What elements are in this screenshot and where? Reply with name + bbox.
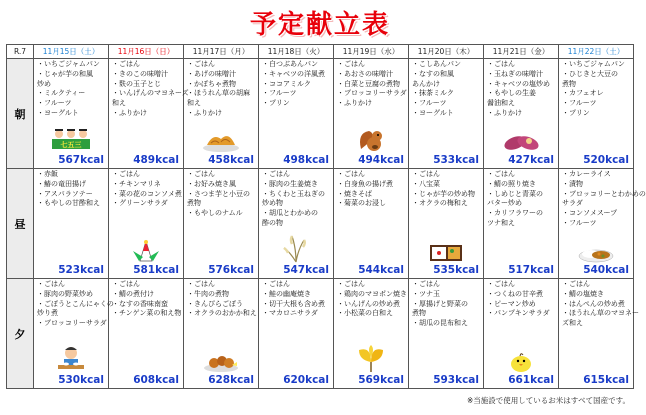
menu-items [259, 279, 333, 319]
calorie-value: 661kcal [508, 374, 554, 386]
menu-item: ・菜の花のコンソメ煮 [112, 189, 182, 198]
menu-cell [334, 279, 409, 389]
calorie-value: 523kcal [58, 264, 104, 276]
menu-item: ・ごはん [187, 60, 215, 68]
menu-items [559, 169, 646, 229]
menu-item: 炒め物 [262, 199, 283, 208]
menu-item: ・プリン [262, 99, 290, 108]
calorie-value: 576kcal [208, 264, 254, 276]
menu-item: 和え [187, 99, 201, 108]
menu-item: ・ピーマン炒め [487, 299, 536, 308]
shichigosan-illustration [50, 127, 92, 157]
menu-item: ・ヨーグルト [412, 108, 454, 117]
menu-cell [409, 59, 484, 169]
menu-table [6, 44, 646, 389]
day-header: 11月16日（日） [109, 45, 184, 59]
day-header: 11月18日（火） [259, 45, 334, 59]
menu-cell [34, 169, 109, 279]
menu-item: ・じゃが芋の炒め物 [412, 189, 475, 198]
sweetpotato-illustration [501, 129, 541, 157]
header-row [7, 45, 634, 59]
menu-item: ・キャベツの洋風煮 [262, 69, 325, 78]
meal-row [7, 169, 634, 279]
menu-items [34, 279, 114, 329]
calorie-value: 593kcal [433, 374, 479, 386]
menu-item: ・ふりかけ [337, 99, 372, 108]
page-title: 予定献立表 [249, 10, 390, 40]
menu-item: ・カレーライス [562, 170, 611, 178]
menu-item: ・ブロッコリーとわかめの [562, 189, 646, 198]
calorie-value: 608kcal [133, 374, 179, 386]
day-header: 11月17日（月） [184, 45, 259, 59]
menu-item: ・きのこの味噌汁 [112, 69, 168, 78]
calorie-value: 458kcal [208, 154, 254, 166]
menu-item: ・豚肉の生姜焼き [262, 179, 318, 188]
menu-cell [559, 169, 646, 279]
menu-cell [259, 279, 334, 389]
day-header: 11月19日（水） [334, 45, 409, 59]
calorie-value: 581kcal [133, 264, 179, 276]
menu-item: ・胡瓜の昆布和え [412, 319, 468, 328]
menu-items [34, 169, 108, 209]
calorie-value: 520kcal [583, 154, 629, 166]
menu-cell [109, 169, 184, 279]
menu-cell [259, 59, 334, 169]
menu-item: ・オクラのおかか和え [187, 309, 257, 318]
menu-item: ・ごはん [262, 280, 290, 288]
menu-item: ・ココアミルク [262, 79, 311, 88]
menu-cell [484, 279, 559, 389]
menu-item: ・しめじと青菜の [487, 189, 543, 198]
menu-item: ・フルーツ [562, 99, 597, 108]
menu-item: ・フルーツ [262, 89, 297, 98]
susuki-illustration [281, 233, 311, 267]
calorie-value: 628kcal [208, 374, 254, 386]
menu-item: ・ごはん [337, 170, 365, 178]
calorie-value: 569kcal [358, 374, 404, 386]
menu-item: ・もやしのナムル [187, 209, 243, 218]
menu-items [484, 59, 558, 119]
meal-label: 夕 [7, 279, 34, 389]
menu-items [409, 279, 483, 329]
obento-illustration [428, 239, 464, 267]
menu-item: 酢の物 [262, 218, 283, 227]
menu-item: ・ごはん [262, 170, 290, 178]
menu-cell [184, 279, 259, 389]
calorie-value: 494kcal [358, 154, 404, 166]
chick-illustration [506, 349, 536, 377]
menu-item: ・かぼちゃ煮物 [187, 79, 236, 88]
menu-item: ・つくねの甘辛煮 [487, 289, 543, 298]
menu-cell [184, 169, 259, 279]
menu-item: サラダ [562, 199, 583, 208]
menu-item: ・ごはん [337, 60, 365, 68]
menu-items [484, 169, 558, 229]
menu-item: ・胡瓜とわかめの [262, 209, 318, 218]
menu-item: 和え [112, 99, 126, 108]
menu-item: ・玉ねぎの味噌汁 [487, 69, 543, 78]
menu-item: ・ごはん [337, 280, 365, 288]
menu-cell [409, 279, 484, 389]
menu-item: ・ごはん [187, 170, 215, 178]
menu-item: 煮物 [412, 309, 426, 318]
calorie-value: 547kcal [283, 264, 329, 276]
eating-illustration [54, 345, 88, 377]
menu-items [559, 59, 633, 119]
menu-cell [559, 59, 634, 169]
menu-item: ・フルーツ [37, 99, 72, 108]
menu-items [184, 169, 258, 219]
menu-item: ・白菜と豆腐の煮物 [337, 79, 400, 88]
menu-item: ・こしあんパン [412, 60, 461, 68]
menu-item: ・チキンマリネ [112, 179, 161, 188]
menu-cell [409, 169, 484, 279]
menu-item: ・鯖の煮付け [112, 289, 154, 298]
menu-item: ・お好み焼き風 [187, 179, 236, 188]
menu-cell [484, 169, 559, 279]
menu-item: ・いんげんの炒め煮 [337, 299, 400, 308]
menu-item: ・カリフラワーの [487, 209, 543, 218]
menu-cell [34, 279, 114, 389]
menu-item: ・いちごジャムパン [37, 60, 100, 68]
menu-item: ・切干大根も含め煮 [262, 299, 325, 308]
menu-cell [259, 169, 334, 279]
menu-items [109, 279, 183, 319]
menu-item: ・チンゲン菜の和え物 [112, 309, 182, 318]
menu-item: ・もやしの甘酢和え [37, 199, 100, 208]
menu-item: 煮物 [562, 79, 576, 88]
menu-item: ・焼きそば [337, 189, 372, 198]
menu-items [334, 279, 408, 319]
menu-item: ・牛肉の煮物 [187, 289, 229, 298]
menu-item: ・ごはん [487, 280, 515, 288]
menu-item: ・鯖の照り焼き [487, 179, 536, 188]
menu-item: ・もやしの生姜 [487, 89, 536, 98]
menu-item: ・赤飯 [37, 170, 58, 178]
calorie-value: 620kcal [283, 374, 329, 386]
menu-items [259, 169, 333, 229]
menu-item: ・フルーツ [562, 218, 597, 227]
menu-item: ・カフェオレ [562, 89, 604, 98]
menu-item: ・あおさの味噌汁 [337, 69, 393, 78]
menu-item: ・ミルクティー [37, 89, 86, 98]
menu-item: ・はんぺんの炒め煮 [562, 299, 625, 308]
menu-item: ・キャベツの塩炒め [487, 79, 550, 88]
candy-illustration [129, 239, 163, 267]
menu-item: ・ごぼうとこんにゃくの [37, 299, 114, 308]
menu-item: ・白つぶあんパン [262, 60, 318, 68]
menu-item: ・ごはん [562, 280, 590, 288]
menu-cell [484, 59, 559, 169]
menu-items [409, 169, 483, 209]
menu-item: ・ごはん [37, 280, 65, 288]
menu-item: ・麩の玉子とじ [112, 79, 161, 88]
menu-item: 醤油和え [487, 99, 515, 108]
calorie-value: 530kcal [58, 374, 104, 386]
menu-items [184, 59, 258, 119]
menu-item: ・白身魚の揚げ煮 [337, 179, 393, 188]
menu-item: ・ごはん [412, 170, 440, 178]
menu-cell [559, 279, 639, 389]
menu-item: ・ふりかけ [187, 108, 222, 117]
menu-item: ・フルーツ [412, 99, 447, 108]
menu-item: ・ごはん [187, 280, 215, 288]
menu-item: ・コンソメスープ [562, 209, 618, 218]
menu-item: バター炒め [487, 199, 522, 208]
menu-item: ・ブロッコリーサラダ [37, 319, 107, 328]
menu-item: ・ごはん [112, 170, 140, 178]
svg-text:七五三: 七五三 [60, 141, 82, 149]
menu-item: ズ和え [562, 319, 583, 328]
menu-items [334, 59, 408, 109]
menu-item: ・きんぴらごぼう [187, 299, 243, 308]
menu-cell [334, 169, 409, 279]
menu-item: あんかけ [412, 79, 440, 88]
calorie-value: 489kcal [133, 154, 179, 166]
menu-item: ・菊菜のお浸し [337, 199, 386, 208]
menu-item: ・あげの味噌汁 [187, 69, 236, 78]
menu-item: ・鮭の幽庵焼き [262, 289, 311, 298]
meal-label: 朝 [7, 59, 34, 169]
calorie-value: 498kcal [283, 154, 329, 166]
menu-item: ・じゃが芋の和風 [37, 69, 93, 78]
menu-item: ・ごはん [112, 280, 140, 288]
menu-item: ・八宝菜 [412, 179, 440, 188]
day-header: 11月15日（土） [34, 45, 109, 59]
menu-item: ・抹茶ミルク [412, 89, 454, 98]
meal-label: 昼 [7, 169, 34, 279]
menu-item: ツナ和え [487, 218, 515, 227]
menu-item: ・ごはん [487, 170, 515, 178]
menu-item: ・いちごジャムパン [562, 60, 625, 68]
menu-item: ・ほうれん草のマヨネー [562, 309, 639, 318]
menu-item: ・マカロニサラダ [262, 309, 318, 318]
menu-item: ・ごはん [112, 60, 140, 68]
menu-item: ・厚揚げと野菜の [412, 299, 468, 308]
menu-items [259, 59, 333, 109]
menu-items [34, 59, 108, 119]
footnote: ※当施設で使用しているお米はすべて国産です。 [466, 396, 630, 405]
menu-item: ・パンプキンサラダ [487, 309, 550, 318]
menu-item: ・ごはん [412, 280, 440, 288]
menu-item: ・鶏肉のマヨポン焼き [337, 289, 407, 298]
menu-item: ・鯖の塩焼き [562, 289, 604, 298]
calorie-value: 517kcal [508, 264, 554, 276]
calorie-value: 544kcal [358, 264, 404, 276]
menu-item: ・豚肉の野菜炒め [37, 289, 93, 298]
menu-item: ・いんげんのマヨネーズ [112, 89, 189, 98]
menu-item: 煮物 [187, 199, 201, 208]
menu-items [184, 279, 258, 319]
menu-items [109, 59, 189, 119]
day-header: 11月22日（土） [559, 45, 634, 59]
menu-items [109, 169, 183, 209]
year-label: R.7 [7, 45, 34, 59]
meal-row [7, 59, 634, 169]
menu-item: ・グリーンサラダ [112, 199, 168, 208]
menu-item: ・ふりかけ [112, 108, 147, 117]
menu-item: 炒り煮 [37, 309, 58, 318]
menu-item: ・鰆の竜田揚げ [37, 179, 86, 188]
menu-items [409, 59, 483, 119]
menu-item: ・漬物 [562, 179, 583, 188]
calorie-value: 427kcal [508, 154, 554, 166]
menu-items [484, 279, 558, 319]
menu-cell [109, 59, 189, 169]
menu-items [559, 279, 639, 329]
calorie-value: 535kcal [433, 264, 479, 276]
ginkgo-illustration [354, 343, 388, 377]
menu-item: ・プリン [562, 108, 590, 117]
menu-cell [334, 59, 409, 169]
menu-item: ・ごはん [487, 60, 515, 68]
menu-item: ・ブロッコリーサラダ [337, 89, 407, 98]
menu-cell [109, 279, 184, 389]
menu-item: ・なすの和風 [412, 69, 454, 78]
day-header: 11月21日（金） [484, 45, 559, 59]
menu-item: ・小松菜の白和え [337, 309, 393, 318]
menu-item: ・さつま芋と小豆の [187, 189, 250, 198]
menu-item: ・ほうれん草の胡麻 [187, 89, 250, 98]
calorie-value: 533kcal [433, 154, 479, 166]
menu-item: ・なすの香味南蛮 [112, 299, 168, 308]
menu-item: ・ふりかけ [487, 108, 522, 117]
menu-item: ・ツナ玉 [412, 289, 440, 298]
menu-item: ・オクラの梅和え [412, 199, 468, 208]
calorie-value: 615kcal [583, 374, 629, 386]
menu-item: 炒め [37, 79, 51, 88]
menu-cell [184, 59, 259, 169]
menu-items [334, 169, 408, 209]
menu-item: ・ひじきと大豆の [562, 69, 618, 78]
calorie-value: 567kcal [58, 154, 104, 166]
day-header: 11月20日（木） [409, 45, 484, 59]
menu-item: ・ちくわと玉ねぎの [262, 189, 325, 198]
squirrel-illustration [356, 127, 386, 157]
menu-item: ・ヨーグルト [37, 108, 79, 117]
menu-cell [34, 59, 109, 169]
menu-item: ・アスパラソテー [37, 189, 93, 198]
calorie-value: 540kcal [583, 264, 629, 276]
meal-row [7, 279, 634, 389]
